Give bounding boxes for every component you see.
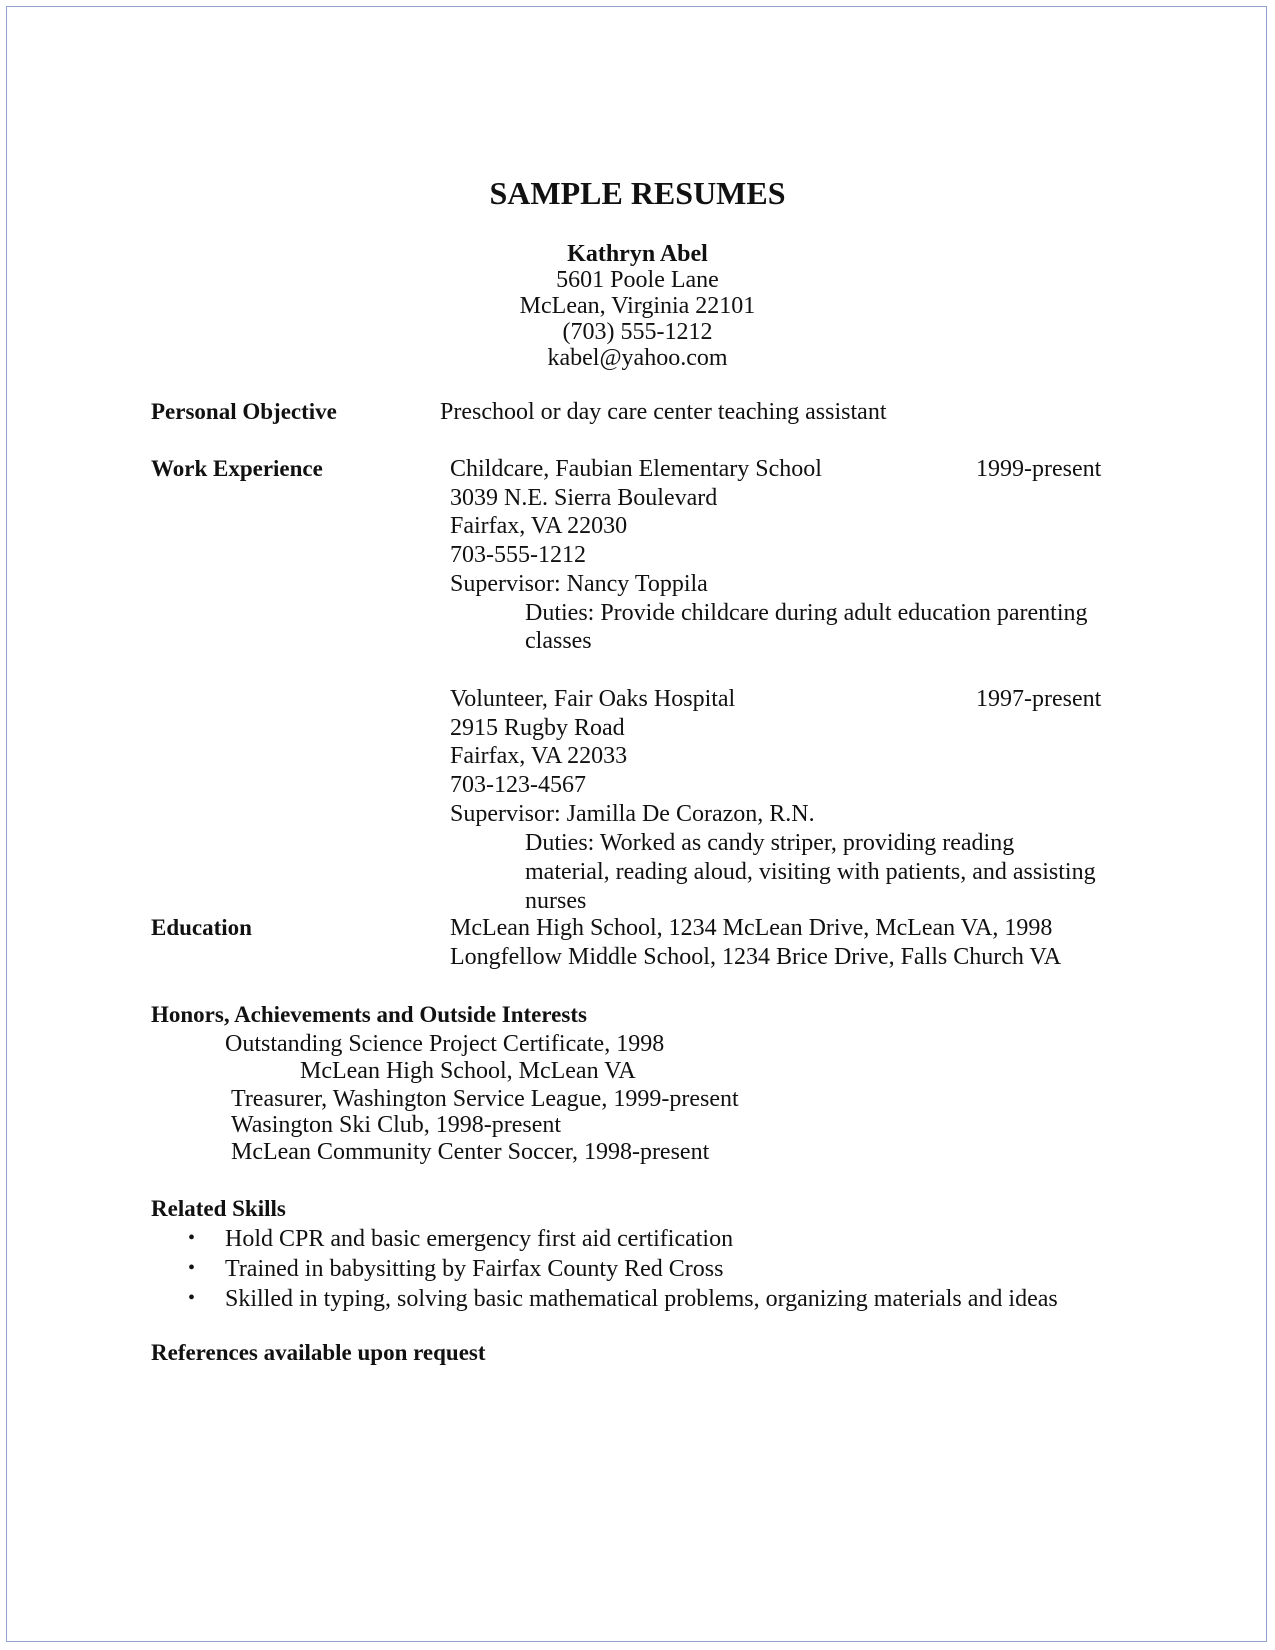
skill-item: Trained in babysitting by Fairfax County Red Cross bbox=[225, 1256, 724, 1282]
contact-name: Kathryn Abel bbox=[567, 241, 708, 267]
skill-item: Hold CPR and basic emergency first aid certification bbox=[225, 1226, 734, 1252]
bullet-icon: • bbox=[188, 1227, 196, 1249]
job-2-duties-line-1: Duties: Worked as candy striper, providing reading bbox=[525, 830, 1015, 856]
references-note: References available upon request bbox=[151, 1340, 486, 1365]
job-1-supervisor: Supervisor: Nancy Toppila bbox=[450, 571, 708, 597]
objective-label: Personal Objective bbox=[151, 399, 337, 424]
work-experience-label: Work Experience bbox=[151, 456, 323, 481]
education-line: McLean High School, 1234 McLean Drive, McLean VA, 1998 bbox=[450, 915, 1053, 941]
job-2-city: Fairfax, VA 22033 bbox=[450, 743, 628, 769]
honors-line: McLean High School, McLean VA bbox=[300, 1058, 636, 1084]
contact-address: 5601 Poole Lane bbox=[556, 267, 719, 293]
job-2-address: 2915 Rugby Road bbox=[450, 715, 625, 741]
objective-text: Preschool or day care center teaching assistant bbox=[440, 399, 887, 425]
education-label: Education bbox=[151, 915, 252, 940]
honors-line: Treasurer, Washington Service League, 1999-present bbox=[231, 1086, 739, 1112]
job-2-duties-line-2: material, reading aloud, visiting with patients, and assisting bbox=[525, 859, 1096, 885]
job-1-duties-line-2: classes bbox=[525, 628, 592, 654]
honors-label: Honors, Achievements and Outside Interests bbox=[151, 1002, 587, 1027]
job-2-dates: 1997-present bbox=[976, 686, 1102, 712]
honors-line: Wasington Ski Club, 1998-present bbox=[231, 1112, 562, 1138]
job-1-phone: 703-555-1212 bbox=[450, 542, 586, 568]
job-1-duties-line-1: Duties: Provide childcare during adult education parenting bbox=[525, 600, 1088, 626]
honors-line: McLean Community Center Soccer, 1998-present bbox=[231, 1139, 710, 1165]
honors-line: Outstanding Science Project Certificate, 1998 bbox=[225, 1031, 665, 1057]
bullet-icon: • bbox=[188, 1287, 196, 1309]
job-1-city: Fairfax, VA 22030 bbox=[450, 513, 628, 539]
skill-item: Skilled in typing, solving basic mathematical problems, organizing materials and ideas bbox=[225, 1286, 1058, 1312]
job-2-phone: 703-123-4567 bbox=[450, 772, 586, 798]
job-2-duties-line-3: nurses bbox=[525, 888, 587, 914]
skills-label: Related Skills bbox=[151, 1196, 286, 1221]
bullet-icon: • bbox=[188, 1257, 196, 1279]
page-title: SAMPLE RESUMES bbox=[489, 175, 786, 211]
job-1-title: Childcare, Faubian Elementary School bbox=[450, 456, 822, 482]
education-line: Longfellow Middle School, 1234 Brice Drive, Falls Church VA bbox=[450, 944, 1062, 970]
contact-city: McLean, Virginia 22101 bbox=[519, 293, 756, 319]
job-1-dates: 1999-present bbox=[976, 456, 1102, 482]
contact-phone: (703) 555-1212 bbox=[562, 319, 713, 345]
job-2-supervisor: Supervisor: Jamilla De Corazon, R.N. bbox=[450, 801, 815, 827]
job-2-title: Volunteer, Fair Oaks Hospital bbox=[450, 686, 736, 712]
contact-email: kabel@yahoo.com bbox=[547, 345, 728, 371]
job-1-address: 3039 N.E. Sierra Boulevard bbox=[450, 485, 718, 511]
